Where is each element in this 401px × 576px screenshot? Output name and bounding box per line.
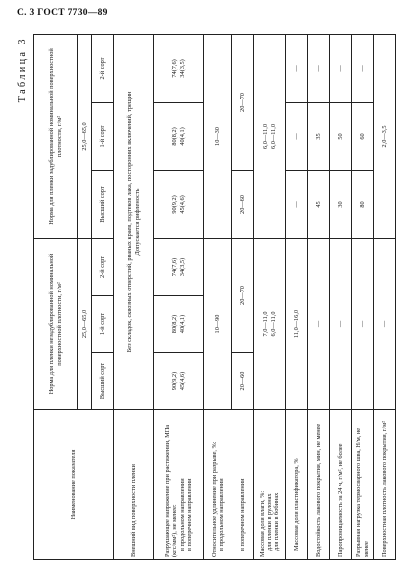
row-label-vapor: Паропроницаемость за 24 ч, г/м², не более xyxy=(330,410,352,560)
grade-2-header: 2-й сорт xyxy=(92,238,114,295)
plast-d-top: — xyxy=(286,170,308,238)
elong-u-top: 20—60 xyxy=(232,353,254,410)
row-label-elong xyxy=(204,410,232,560)
seam-u: — xyxy=(352,238,374,409)
plast-u: 11,0—16,0 xyxy=(286,238,308,409)
water-d-1: 35 xyxy=(308,102,330,170)
tensile-u-1: 80(8,2) 40(4,1) xyxy=(154,296,204,353)
elong-u-long: 10—90 xyxy=(204,238,232,409)
row-label-surface: Внешний вид поверхности пленки xyxy=(114,410,154,560)
vapor-d-2: — xyxy=(330,34,352,102)
density-u: — xyxy=(374,238,396,409)
table-row xyxy=(352,34,374,559)
table-row xyxy=(232,34,254,559)
plast-d-2: — xyxy=(286,34,308,102)
surface-note: Допускается рифленость xyxy=(133,188,141,256)
grade-1-header: 1-й сорт xyxy=(92,296,114,353)
specification-table xyxy=(33,34,396,560)
page-header: С. 3 ГОСТ 7730—89 xyxy=(17,8,108,18)
surface-text: Без складок, сквозных отверстий, рваных краев, подтеков лака, посторонних включений, трещин xyxy=(126,91,134,353)
moist-name: Массовая доля влаги, %: xyxy=(258,490,266,557)
grade-top-header: Высший сорт xyxy=(92,170,114,238)
table-row xyxy=(330,34,352,559)
moist-sub-bobbins: для пленки в бобинах xyxy=(273,492,281,551)
tensile-name: Разрушающее напряжение при растяжении, МПа (кгс/мм²), не менее: xyxy=(164,424,179,557)
tensile-d-top: 90(9,2) 45(4,6) xyxy=(154,170,204,238)
tensile-sub-trans: в поперечном направлении xyxy=(185,478,193,551)
grade-1-header: 1-й сорт xyxy=(92,102,114,170)
moist-sub-rolls: для пленки в рулонах xyxy=(265,493,273,551)
water-d-2: — xyxy=(308,34,330,102)
tensile-sub-long: в продольном направлении xyxy=(178,478,186,551)
seam-d-2: — xyxy=(352,34,374,102)
row-label-moisture xyxy=(254,410,286,560)
row-label-seam: Разрывная нагрузка термосварного шва, Н/м, не менее xyxy=(352,410,374,560)
header-row-1 xyxy=(34,34,78,559)
table-row xyxy=(308,34,330,559)
elong-sub-long: в продольном направлении xyxy=(217,478,225,551)
tensile-d-1: 80(8,2) 40(4,1) xyxy=(154,102,204,170)
elong-sub-trans: в поперечном направлении xyxy=(238,478,246,551)
table-title: Таблица 3 xyxy=(17,37,28,103)
elong-u-rest: 20—70 xyxy=(232,238,254,352)
density-range-2: 25,0—65,0 xyxy=(78,34,92,238)
group-header-unvarnished: Норма для пленки незадублированной номинальной поверхностной плотности, г/м² xyxy=(34,238,78,409)
tensile-d-2: 74(7,6) 34(3,5) xyxy=(154,34,204,102)
elong-sub-trans-cell xyxy=(232,410,254,560)
row-label-water: Водостойкость лакового покрытия, мин, не менее xyxy=(308,410,330,560)
table-row xyxy=(286,34,308,559)
tensile-u-2: 74(7,6) 34(3,5) xyxy=(154,238,204,295)
row-label-tensile xyxy=(154,410,204,560)
density-d: 2,0—3,5 xyxy=(374,34,396,238)
column-name-header: Наименование показателя xyxy=(34,410,114,560)
water-d-top: 45 xyxy=(308,170,330,238)
group-header-varnished: Норма для пленки задублированной номинальной поверхностной плотности, г/м² xyxy=(34,34,78,238)
grade-top-header: Высший сорт xyxy=(92,353,114,410)
vapor-d-1: 50 xyxy=(330,102,352,170)
plast-d-1: — xyxy=(286,102,308,170)
grade-2-header: 2-й сорт xyxy=(92,34,114,102)
table-row xyxy=(254,34,286,559)
moist-u: 7,0—11,0 6,0—11,0 xyxy=(254,238,286,409)
row-label-density: Поверхностная плотность лакового покрытия, г/м² xyxy=(374,410,396,560)
vapor-d-top: 30 xyxy=(330,170,352,238)
seam-d-1: 60 xyxy=(352,102,374,170)
table-row xyxy=(154,34,204,559)
tensile-u-top: 90(9,2) 45(4,6) xyxy=(154,353,204,410)
moist-d: 6,0—11,0 6,0—11,0 xyxy=(254,34,286,238)
elong-d-long: 10—30 xyxy=(204,34,232,238)
rotated-table-area xyxy=(17,35,395,560)
seam-d-top: 80 xyxy=(352,170,374,238)
elong-d-rest: 20—70 xyxy=(232,34,254,170)
elong-d-top: 20—60 xyxy=(232,170,254,238)
row-label-plasticizer: Массовая доля пластификатора, % xyxy=(286,410,308,560)
vapor-u: — xyxy=(330,238,352,409)
water-u: — xyxy=(308,238,330,409)
surface-value xyxy=(114,34,154,409)
density-range-1: 25,0—65,0 xyxy=(78,238,92,409)
table-row xyxy=(374,34,396,559)
table-row xyxy=(204,34,232,559)
table-row xyxy=(114,34,154,559)
elong-name: Относительное удлинение при разрыве, %: xyxy=(210,441,218,557)
